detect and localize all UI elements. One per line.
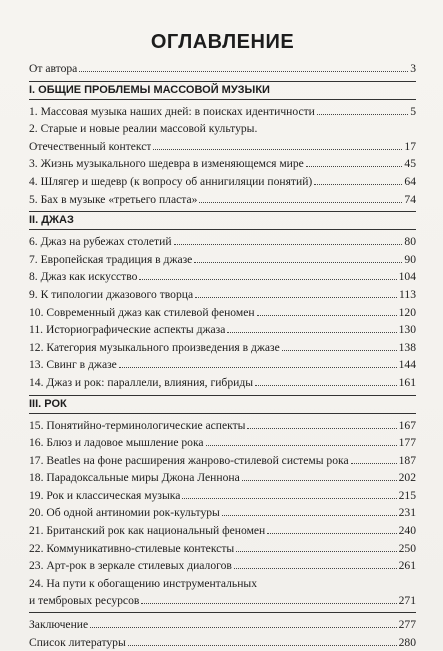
toc-entry-page: 167 (398, 418, 416, 432)
toc-entry (29, 268, 416, 286)
toc-entry-page: 144 (398, 358, 416, 372)
toc-entry-title: 7. Европейская традиция в джазе (29, 252, 193, 266)
toc-entry-page: 5 (410, 104, 416, 118)
toc-entry-title: 24. На пути к обогащению инструментальных (29, 576, 258, 590)
toc-entry (29, 251, 416, 269)
toc-entry-title: 9. К типологии джазового творца (29, 287, 194, 301)
toc-entry-title: 16. Блюз и ладовое мышление рока (29, 436, 204, 450)
dot-leader (79, 71, 408, 72)
toc-entry (29, 286, 416, 304)
toc-entry-title: 12. Категория музыкального произведения в джазе (29, 340, 280, 354)
toc-entry (29, 522, 416, 540)
toc-entry-page: 17 (404, 139, 416, 153)
dot-leader (314, 184, 402, 185)
toc-entry (29, 191, 416, 209)
toc-entry (29, 434, 416, 452)
toc-entry-title: 11. Историографические аспекты джаза (29, 323, 226, 337)
dot-leader (227, 332, 396, 333)
dot-leader (257, 315, 397, 316)
toc-entry (29, 155, 416, 173)
toc-entry (29, 575, 416, 593)
toc-entry-title: 18. Парадоксальные миры Джона Леннона (29, 471, 240, 485)
toc-entry (29, 557, 416, 575)
toc-entry-page: 280 (398, 635, 416, 649)
toc-entry-title: 10. Современный джаз как стилевой феномен (29, 305, 255, 319)
toc-entry-page: 202 (398, 471, 416, 485)
toc-entry-preface (29, 60, 416, 78)
toc-entry (29, 356, 416, 374)
toc-entry-title: 14. Джаз и рок: параллели, влияния, гибриды (29, 375, 254, 389)
toc-entry (29, 138, 416, 156)
section-heading-2: II. ДЖАЗ (29, 211, 416, 230)
toc-entry (29, 233, 416, 251)
dot-leader (247, 428, 396, 429)
dot-leader (267, 533, 396, 534)
dot-leader (90, 627, 396, 628)
toc-entry-title: От автора (29, 62, 78, 75)
dot-leader (282, 350, 397, 351)
toc-entry (29, 120, 416, 138)
dot-leader (255, 385, 397, 386)
toc-entry-page: 3 (410, 62, 416, 75)
dot-leader (195, 297, 397, 298)
dot-leader (139, 279, 396, 280)
dot-leader (199, 202, 402, 203)
section-heading-3: III. РОК (29, 395, 416, 414)
toc-entry (29, 504, 416, 522)
toc-entry-bibliography (29, 634, 416, 651)
toc-entry-title: 13. Свинг в джазе (29, 358, 117, 372)
toc-entry-page: 277 (398, 618, 416, 632)
dot-leader (306, 166, 403, 167)
dot-leader (174, 244, 403, 245)
dot-leader (317, 114, 408, 115)
table-of-contents (29, 60, 416, 651)
toc-entry-page: 261 (398, 559, 416, 573)
toc-entry (29, 487, 416, 505)
toc-entry-page: 45 (404, 157, 416, 171)
dot-leader (182, 498, 396, 499)
toc-entry-title: 6. Джаз на рубежах столетий (29, 235, 172, 249)
dot-leader (242, 480, 397, 481)
toc-entry (29, 452, 416, 470)
dot-leader (351, 463, 397, 464)
dot-leader (153, 149, 402, 150)
dot-leader (128, 645, 397, 646)
toc-entry-page: 250 (398, 541, 416, 555)
toc-entry-conclusion (29, 616, 416, 634)
toc-entry-title: 8. Джаз как искусство (29, 270, 138, 284)
toc-entry (29, 304, 416, 322)
dot-leader (141, 603, 396, 604)
toc-entry (29, 374, 416, 392)
dot-leader (119, 367, 397, 368)
toc-entry-page: 271 (398, 594, 416, 608)
toc-entry-title: 17. Beatles на фоне расширения жанрово-стилевой системы рока (29, 453, 349, 467)
toc-entry-page: 64 (404, 174, 416, 188)
toc-entry-title: Заключение (29, 618, 89, 632)
toc-entry (29, 540, 416, 558)
toc-entry-page: 80 (404, 235, 416, 249)
toc-entry (29, 592, 416, 610)
toc-entry-page: 177 (398, 436, 416, 450)
toc-entry-title: 23. Арт-рок в зеркале стилевых диалогов (29, 559, 232, 573)
toc-entry-title: 15. Понятийно-терминологические аспекты (29, 418, 246, 432)
section-heading-1: I. ОБЩИЕ ПРОБЛЕМЫ МАССОВОЙ МУЗЫКИ (29, 81, 416, 100)
toc-entry-title: 4. Шлягер и шедевр (к вопросу об аннигиляции понятий) (29, 174, 313, 188)
toc-entry-page: 130 (398, 323, 416, 337)
toc-entry-title: 19. Рок и классическая музыка (29, 488, 181, 502)
dot-leader (194, 262, 402, 263)
dot-leader (206, 445, 397, 446)
toc-entry-page: 161 (398, 375, 416, 389)
toc-entry-title: и тембровых ресурсов (29, 594, 140, 608)
toc-entry-page: 240 (398, 524, 416, 538)
toc-entry (29, 417, 416, 435)
toc-entry-page: 138 (398, 340, 416, 354)
toc-entry (29, 103, 416, 121)
toc-entry-page: 120 (398, 305, 416, 319)
toc-entry-title: 5. Бах в музыке «третьего пласта» (29, 192, 198, 206)
toc-entry (29, 321, 416, 339)
toc-entry (29, 339, 416, 357)
toc-entry-page: 231 (398, 506, 416, 520)
page-title: ОГЛАВЛЕНИЕ (150, 31, 295, 53)
toc-entry-title: 20. Об одной антиномии рок-культуры (29, 506, 220, 520)
toc-entry-page: 113 (399, 287, 416, 301)
toc-entry-page: 215 (398, 488, 416, 502)
toc-entry-title: 3. Жизнь музыкального шедевра в изменяющемся мире (29, 157, 304, 171)
toc-entry-page: 187 (398, 453, 416, 467)
toc-entry-title: 21. Британский рок как национальный феномен (29, 524, 266, 538)
dot-leader (236, 551, 396, 552)
toc-entry-title: 2. Старые и новые реалии массовой культуры. (29, 122, 258, 136)
dot-leader (222, 515, 397, 516)
toc-entry-title: 22. Коммуникативно-стилевые контексты (29, 541, 235, 555)
toc-entry-page: 90 (404, 252, 416, 266)
toc-entry-title: Список литературы (29, 635, 126, 649)
toc-entry-page: 104 (398, 270, 416, 284)
dot-leader (234, 568, 397, 569)
toc-entry-title: Отечественный контекст (29, 139, 152, 153)
toc-entry (29, 469, 416, 487)
toc-entry (29, 173, 416, 191)
toc-entry-page: 74 (404, 192, 416, 206)
toc-entry-title: 1. Массовая музыка наших дней: в поисках идентичности (29, 104, 315, 118)
